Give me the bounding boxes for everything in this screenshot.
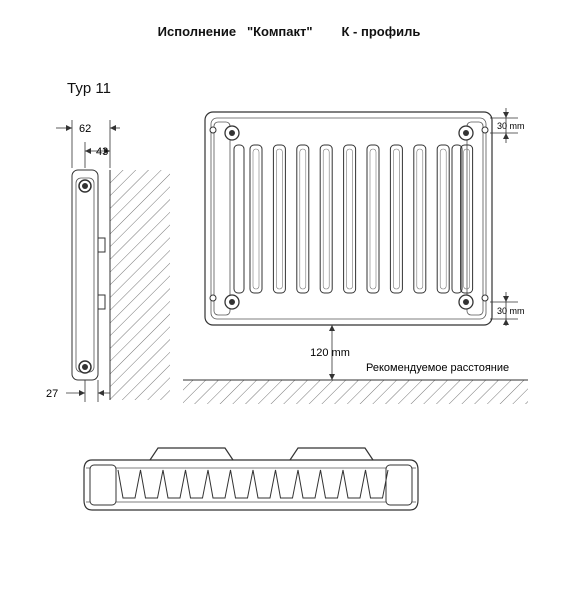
recommendation-label: Рекомендуемое расстояние [366,362,510,374]
side-view [56,120,170,402]
top-bracket-right [290,448,373,460]
floor-hatch [183,380,528,404]
type-label: Typ 11 [67,80,111,97]
title-execution-compact: Исполнение "Компакт" [157,24,313,39]
front-view [183,108,528,404]
bracket-bottom [98,295,105,309]
dim-43-label: 43 [96,146,109,158]
top-view [84,448,418,510]
left-end-cap [90,465,116,505]
floor-distance-label: 120 mm [310,347,350,359]
top-offset-label: 30 mm [497,121,525,131]
right-end-cap [386,465,412,505]
dim-27-label: 27 [46,388,59,400]
bracket-top [98,238,105,252]
wall-hatch [110,170,170,400]
top-bracket-left [150,448,233,460]
dim-62-label: 62 [79,123,92,135]
bottom-offset-label: 30 mm [497,306,525,316]
title-k-profile: К - профиль [341,24,421,39]
